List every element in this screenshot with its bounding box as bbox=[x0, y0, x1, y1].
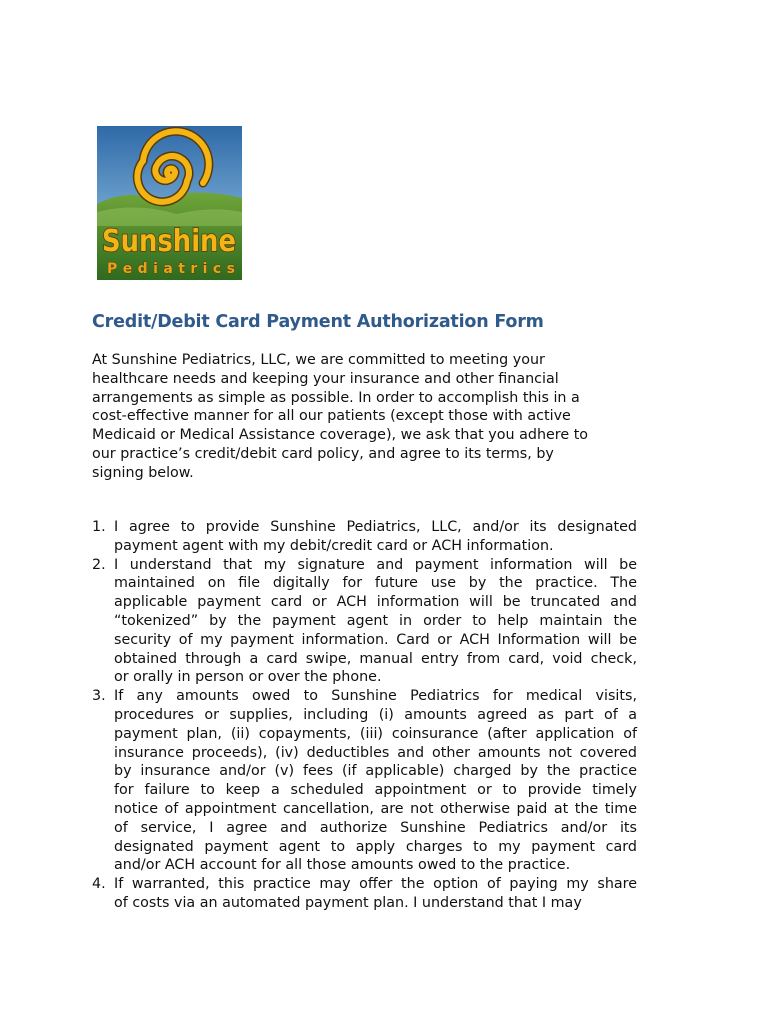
intro-line: cost-effective manner for all our patients (except those with active bbox=[92, 408, 571, 425]
sunshine-pediatrics-logo bbox=[97, 126, 242, 280]
intro-line: Medicaid or Medical Assistance coverage), we ask that you adhere to bbox=[92, 427, 589, 444]
term-line: payment agent with my debit/credit card or ACH information. bbox=[114, 537, 554, 554]
term-item-3 bbox=[92, 687, 637, 875]
term-line: insurance proceeds), (iv) deductibles and other amounts not covered bbox=[114, 744, 637, 761]
terms-list bbox=[92, 518, 637, 913]
term-item-1 bbox=[92, 518, 637, 556]
term-line: I agree to provide Sunshine Pediatrics, LLC, and/or its designated bbox=[114, 519, 637, 535]
term-number: 4. bbox=[92, 876, 106, 893]
intro-paragraph bbox=[92, 351, 632, 483]
form-title: Credit/Debit Card Payment Authorization Form bbox=[92, 312, 544, 332]
term-line: of costs via an automated payment plan. I understand that I may bbox=[114, 894, 582, 911]
term-line: I understand that my signature and payment information will be bbox=[114, 556, 637, 573]
logo-word-pediatrics: Pediatrics bbox=[107, 261, 235, 277]
intro-line: signing below. bbox=[92, 464, 194, 481]
term-number: 3. bbox=[92, 688, 106, 705]
term-line: of service, I agree and authorize Sunshine Pediatrics and/or its bbox=[114, 819, 637, 836]
term-line: obtained through a card swipe, manual entry from card, void check, bbox=[114, 650, 637, 667]
term-number: 1. bbox=[92, 519, 106, 535]
term-line: designated payment agent to apply charges to my payment card bbox=[114, 838, 637, 855]
intro-line: our practice’s credit/debit card policy, and agree to its terms, by bbox=[92, 445, 554, 462]
term-line: If warranted, this practice may offer the option of paying my share bbox=[114, 876, 637, 893]
term-line: “tokenized” by the payment agent in order to help maintain the bbox=[114, 612, 637, 629]
intro-line: healthcare needs and keeping your insurance and other financial bbox=[92, 370, 559, 387]
intro-line: arrangements as simple as possible. In order to accomplish this in a bbox=[92, 389, 580, 406]
term-item-4 bbox=[92, 875, 637, 913]
term-line: payment plan, (ii) copayments, (iii) coinsurance (after application of bbox=[114, 725, 637, 742]
term-number: 2. bbox=[92, 556, 106, 573]
term-line: maintained on file digitally for future use by the practice. The bbox=[114, 575, 637, 592]
term-line: If any amounts owed to Sunshine Pediatrics for medical visits, bbox=[114, 688, 637, 705]
term-line: notice of appointment cancellation, are not otherwise paid at the time bbox=[114, 800, 637, 817]
term-line: and/or ACH account for all those amounts owed to the practice. bbox=[114, 857, 571, 874]
intro-line: At Sunshine Pediatrics, LLC, we are committed to meeting your bbox=[92, 352, 545, 368]
logo-graphic bbox=[97, 126, 242, 280]
term-line: procedures or supplies, including (i) amounts agreed as part of a bbox=[114, 706, 637, 723]
term-line: by insurance and/or (v) fees (if applicable) charged by the practice bbox=[114, 763, 637, 780]
term-line: or orally in person or over the phone. bbox=[114, 669, 382, 686]
term-item-2 bbox=[92, 556, 637, 688]
term-line: security of my payment information. Card or ACH Information will be bbox=[114, 631, 637, 648]
term-line: for failure to keep a scheduled appointment or to provide timely bbox=[114, 782, 637, 799]
logo-word-sunshine: Sunshine bbox=[102, 224, 236, 259]
term-line: applicable payment card or ACH information will be truncated and bbox=[114, 594, 637, 611]
